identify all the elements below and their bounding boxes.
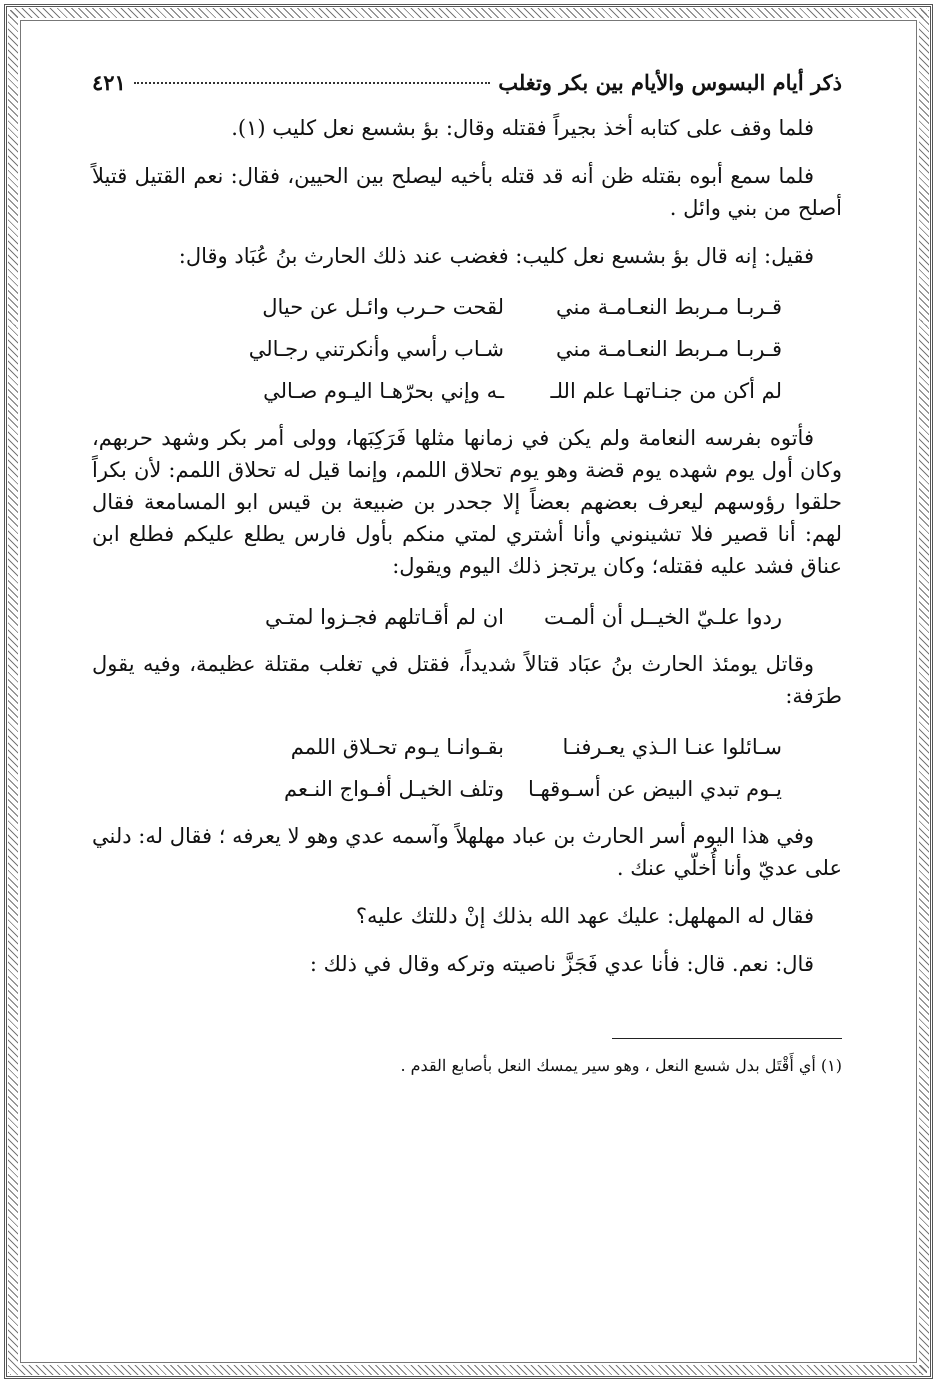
running-title: ذكر أيام البسوس والأيام بين بكر وتغلب [498,70,842,95]
verse-second-hemistich: ـه وإني بحرّهـا اليـوم صـالي [263,379,504,403]
verse-first-hemistich: سـائلوا عنـا الـذي يعـرفنـا [562,735,782,759]
verse-line [92,370,842,412]
verse-line [92,596,842,638]
footnote: (١) أي أَقْتَل بدل شسع النعل ، وهو سير يمسك النعل بأصابع القدم . [400,1056,842,1075]
verse-group-3 [92,726,842,810]
paragraph-5: وقاتل يومئذ الحارث بنُ عبَاد قتالاً شديداً، فقتل في تغلب مقتلة عظيمة، وفيه يقول طرَفة: [92,652,842,708]
page-number: ٤٢١ [92,70,126,95]
border-ornament-right [919,10,929,1373]
paragraph-7: فقال له المهلهل: عليك عهد الله بذلك إنْ دللتك عليه؟ [355,904,814,928]
running-header [92,70,842,110]
verse-group-1 [92,286,842,412]
verse-second-hemistich: شـاب رأسي وأنكرتني رجـالي [248,337,504,361]
verse-first-hemistich: ردوا علـيّ الخيــل أن ألمـت [543,605,782,629]
paragraph-8: قال: نعم. قال: فأنا عدي فَجَزَّ ناصيته وتركه وقال في ذلك : [309,952,814,976]
verse-first-hemistich: قـربـا مـربط النعـامـة مني [556,295,782,319]
verse-second-hemistich: لقحت حـرب وائـل عن حيال [262,295,504,319]
page-content [92,70,842,1095]
verse-line [92,768,842,810]
verse-second-hemistich: وتلف الخيـل أفـواج النـعم [284,777,504,801]
verse-first-hemistich: قـربـا مـربط النعـامـة مني [556,337,782,361]
border-ornament-left [8,10,18,1373]
verse-group-2 [92,596,842,638]
verse-line [92,328,842,370]
paragraph-4: فأتوه بفرسه النعامة ولم يكن في زمانها مثلها فَرَكِبَها، وولى أمر بكر وشهد حربهم، وكان أول يوم شهده يوم قضة وهو يوم تحلاق اللمم، وإنما قيل له تحلاق اللمم: لأن بكراً حلقوا رؤوسهم ليعرف بعضهم بعضاً إلا جحدر بن ضبيعة بن قيس ابو المسامعة فقال لهم: أنا قصير فلا تشينوني وأنا أشتري لمتي منكم بأول فارس يطلع عليكم فطلع ابن عناق فشد عليه فقتله؛ وكان يرتجز ذلك اليوم ويقول: [92,426,842,578]
verse-second-hemistich: بقـوانـا يـوم تحـلاق اللمم [290,735,504,759]
border-ornament-top [10,8,927,18]
verse-line [92,286,842,328]
paragraph-2: فلما سمع أبوه بقتله ظن أنه قد قتله بأخيه ليصلح بين الحيين، فقال: نعم القتيل قتيلاً أصلح من بني وائل . [92,164,842,220]
verse-second-hemistich: ان لم أقـاتلهم فجـزوا لمتـي [264,605,504,629]
paragraph-1: فلما وقف على كتابه أخذ بجيراً فقتله وقال: بؤ بشسع نعل كليب (١). [231,116,814,140]
verse-first-hemistich: لم أكن من جنـاتهـا علم اللـ [550,379,782,403]
paragraph-6: وفي هذا اليوم أسر الحارث بن عباد مهلهلاً وآسمه عدي وهو لا يعرفه ؛ فقال له: دلني على عديّ وأنا أُخلّي عنك . [92,824,842,880]
border-ornament-bottom [10,1365,927,1375]
paragraph-3: فقيل: إنه قال بؤ بشسع نعل كليب: فغضب عند ذلك الحارث بنُ عُبَاد وقال: [178,244,814,268]
verse-line [92,726,842,768]
footnote-rule [612,1038,842,1039]
verse-first-hemistich: يـوم تبدي البيض عن أسـوقهـا [527,777,782,801]
leader-dots [134,82,490,84]
